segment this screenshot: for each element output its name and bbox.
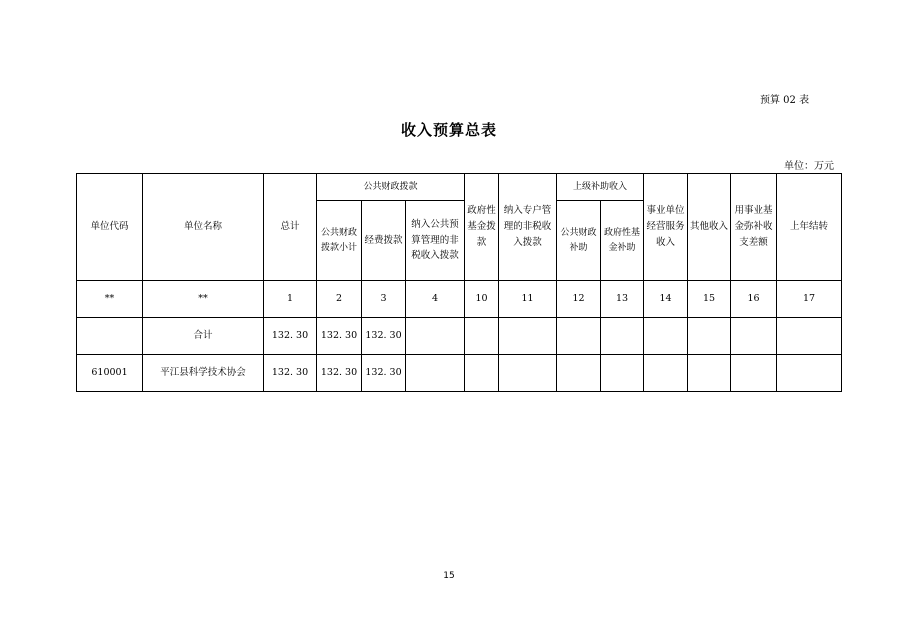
empty-cell [644,355,688,392]
header-public-finance-group: 公共财政拨款 [317,174,465,201]
unit-code-cell: 610001 [77,355,143,392]
empty-cell [499,318,557,355]
total-cell: 132. 30 [264,318,317,355]
index-cell: 15 [688,281,731,318]
empty-cell [465,318,499,355]
index-row [77,281,842,318]
header-superior-subsidy-group: 上级补助收入 [557,174,644,201]
header-public-finance-subsidy: 公共财政补助 [557,201,601,281]
index-cell: 13 [601,281,644,318]
index-cell: ** [77,281,143,318]
unit-label: 单位：万元 [784,161,834,172]
index-cell: 12 [557,281,601,318]
empty-cell [731,355,777,392]
income-budget-table [76,173,842,392]
total-cell: 132. 30 [264,355,317,392]
table-row [77,318,842,355]
index-cell: 10 [465,281,499,318]
header-total: 总计 [264,174,317,281]
header-gov-fund-subsidy: 政府性基金补助 [601,201,644,281]
header-other-income: 其他收入 [688,174,731,281]
empty-cell [688,355,731,392]
index-cell: 17 [777,281,842,318]
empty-cell [406,355,465,392]
empty-cell [644,318,688,355]
unit-name-cell: 合计 [143,318,264,355]
empty-cell [688,318,731,355]
header-non-tax-in-budget: 纳入公共预算管理的非税收入拨款 [406,201,465,281]
empty-cell [777,318,842,355]
empty-cell [557,318,601,355]
index-cell: 16 [731,281,777,318]
table-row [77,355,842,392]
header-non-tax-special: 纳入专户管理的非税收入拨款 [499,174,557,281]
unit-code-cell [77,318,143,355]
page-title: 收入预算总表 [400,121,497,139]
index-cell: 4 [406,281,465,318]
empty-cell [601,355,644,392]
header-carryover: 上年结转 [777,174,842,281]
header-public-finance-subtotal: 公共财政拨款小计 [317,201,362,281]
empty-cell [731,318,777,355]
index-cell: 3 [362,281,406,318]
index-cell: 1 [264,281,317,318]
operating-cell: 132. 30 [362,318,406,355]
header-unit-name: 单位名称 [143,174,264,281]
index-cell: 14 [644,281,688,318]
form-number: 预算 02 表 [760,95,810,106]
operating-cell: 132. 30 [362,355,406,392]
unit-name-cell: 平江县科学技术协会 [143,355,264,392]
empty-cell [499,355,557,392]
header-gov-fund: 政府性基金拨款 [465,174,499,281]
empty-cell [557,355,601,392]
empty-cell [406,318,465,355]
index-cell: ** [143,281,264,318]
index-cell: 2 [317,281,362,318]
empty-cell [465,355,499,392]
index-cell: 11 [499,281,557,318]
header-unit-code: 单位代码 [77,174,143,281]
empty-cell [601,318,644,355]
header-business-income: 事业单位经营服务收入 [644,174,688,281]
header-operating-funds: 经费拨款 [362,201,406,281]
header-fund-offset: 用事业基金弥补收支差额 [731,174,777,281]
subtotal-cell: 132. 30 [317,318,362,355]
page-number: 15 [443,571,455,581]
subtotal-cell: 132. 30 [317,355,362,392]
empty-cell [777,355,842,392]
